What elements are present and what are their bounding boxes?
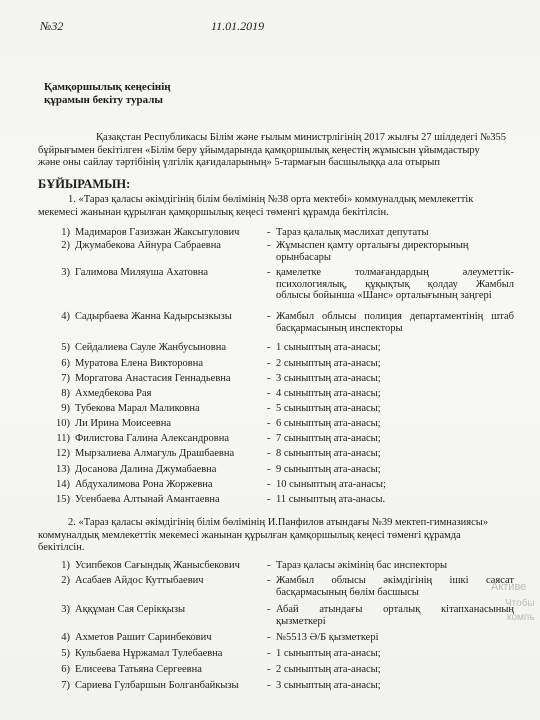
member-number: 9) [61, 403, 70, 414]
member-role-line: 1 сыныптың ата-анасы; [276, 648, 381, 659]
member-role [276, 479, 514, 491]
activation-watermark-line-3: компь [507, 612, 535, 623]
member-role-line: 3 сыныптың ата-анасы; [276, 373, 381, 384]
member-name: Садырбаева Жанна Кадырсызкызы [75, 311, 232, 322]
member-number: 4) [61, 632, 70, 643]
member-role-line: 3 сыныптың ата-анасы; [276, 680, 381, 691]
member-name: Филистова Галина Александровна [75, 433, 230, 444]
document-date: 11.01.2019 [211, 19, 265, 33]
member-number: 5) [61, 648, 70, 659]
member-name: Елисеева Татьяна Сергеевна [75, 664, 202, 675]
dash-separator: - [267, 342, 271, 353]
dash-separator: - [267, 494, 271, 505]
member-role-line: №5513 Ә/Б қызметкері [276, 632, 379, 643]
member-name: Асабаев Айдос Куттыбаевич [75, 575, 204, 586]
member-name: Галимова Миляуша Ахатовна [75, 267, 209, 278]
member-number: 12) [56, 448, 70, 459]
member-number: 6) [61, 358, 70, 369]
member-number: 3) [61, 604, 70, 615]
member-name: Аққұман Сая Серікқызы [75, 604, 186, 615]
section2-line: бекітілсін. [38, 542, 85, 553]
dash-separator: - [267, 464, 271, 475]
member-name: Усипбеков Сағындық Жанысбекович [75, 560, 240, 571]
member-number: 13) [56, 464, 70, 475]
dash-separator: - [267, 680, 271, 691]
member-role-line: Тараз қаласы әкімінің бас инспекторы [276, 560, 448, 571]
dash-separator: - [267, 403, 271, 414]
member-role [276, 240, 514, 263]
member-number: 2) [61, 240, 70, 251]
member-name: Ли Ирина Моисеевна [75, 418, 172, 429]
member-role-line: Жамбыл облысы әкімдігінің ішкі саясат [276, 575, 514, 586]
member-role [276, 342, 514, 354]
member-name: Муратова Елена Викторовна [75, 358, 204, 369]
member-role [276, 575, 514, 598]
member-number: 7) [61, 680, 70, 691]
section2-paragraph [38, 517, 508, 555]
member-name: Джумабекова Айнура Сабраевна [75, 240, 221, 251]
member-number: 15) [56, 494, 70, 505]
member-name: Ахмедбекова Рая [75, 388, 152, 399]
member-role [276, 494, 514, 506]
member-name: Досанова Далина Джумабаевна [75, 464, 217, 475]
order-word: БҰЙЫРАМЫН: [38, 177, 131, 191]
member-role [276, 267, 514, 302]
member-role-line: облысы бойынша «Шанс» орталығының заңгері [276, 290, 492, 301]
dash-separator: - [267, 632, 271, 643]
dash-separator: - [267, 358, 271, 369]
member-role-line: 4 сыныптың ата-анасы; [276, 388, 381, 399]
member-role [276, 448, 514, 460]
member-name: Тубекова Марал Маликовна [75, 403, 200, 414]
member-name: Мадимаров Газизжан Жаксыгулович [75, 227, 240, 238]
member-role [276, 464, 514, 476]
dash-separator: - [267, 604, 271, 615]
member-role-line: 9 сыныптың ата-анасы; [276, 464, 381, 475]
dash-separator: - [267, 648, 271, 659]
member-number: 11) [56, 433, 70, 444]
member-role-line: 2 сыныптың ата-анасы; [276, 358, 381, 369]
dash-separator: - [267, 575, 271, 586]
member-role [276, 632, 514, 644]
member-name: Сариева Гулбаршын Болганбайкызы [75, 680, 239, 691]
member-role-line: 8 сыныптың ата-анасы; [276, 448, 381, 459]
member-name: Мырзалиева Алмагуль Драшбаевна [75, 448, 235, 459]
member-number: 3) [61, 267, 70, 278]
member-role-line: 2 сыныптың ата-анасы; [276, 664, 381, 675]
title-line-1: Қамқоршылық кеңесінің [44, 81, 171, 93]
member-role [276, 604, 514, 627]
member-role-line: 10 сыныптың ата-анасы; [276, 479, 386, 490]
member-number: 14) [56, 479, 70, 490]
member-role [276, 358, 514, 370]
section1-line: мекемесі жанынан құрылған қамқоршылық кеңесі төменгі құрамда бекітілсін. [38, 206, 389, 218]
intro-paragraph [38, 132, 508, 170]
member-role-line: 11 сыныптың ата-анасы. [276, 494, 386, 505]
section1-line: 1. «Тараз қаласы әкімдігінің білім бөлімінің №38 орта мектебі» коммуналдық мемлекеттік [68, 194, 474, 205]
member-role-line: Жұмыспен қамту орталығы директорының [276, 240, 469, 251]
member-role [276, 680, 514, 692]
dash-separator: - [267, 479, 271, 490]
intro-line: Қазақстан Республикасы Білім және ғылым министрлігінің 2017 жылғы 27 шілдедегі №355 [96, 132, 507, 143]
section2-line: коммуналдық мемлекеттік мекемесі жанынан құрылған қамқоршылық кеңесі төменгі құрамда [38, 529, 461, 541]
dash-separator: - [267, 560, 271, 571]
section2-line: 2. «Тараз қаласы әкімдігінің білім бөлімінің И.Панфилов атындағы №39 мектеп-гимназиясы» [68, 517, 489, 528]
dash-separator: - [267, 418, 271, 429]
intro-line: және оны сайлау тәртібінің үлгілік қағидаларының» 5-тармағын басшылыққа ала отырып [38, 157, 440, 168]
dash-separator: - [267, 311, 271, 322]
member-role-line: 6 сыныптың ата-анасы; [276, 418, 381, 429]
member-role-line: басқармасының бөлім басшысы [276, 586, 419, 598]
title-line-2: құрамын бекіту туралы [44, 94, 163, 106]
member-number: 1) [61, 560, 70, 571]
member-role-line: 1 сыныптың ата-анасы; [276, 342, 381, 353]
member-role [276, 664, 514, 676]
member-name: Сейдалиева Сауле Жанбусыновна [75, 342, 227, 353]
member-role-line: қамелетке толмағандардың әлеуметтік- [276, 267, 514, 278]
member-number: 10) [56, 418, 70, 429]
member-role [276, 648, 514, 660]
member-name: Ахметов Рашит Саринбекович [75, 632, 212, 643]
activation-watermark-line-1: Активе [491, 581, 527, 593]
member-name: Усенбаева Алтынай Амантаевна [75, 494, 220, 505]
member-number: 4) [61, 311, 70, 322]
member-name: Абдухалимова Рона Жоржевна [75, 479, 213, 490]
member-role-line: басқармасының инспекторы [276, 322, 403, 334]
member-role-line: Жамбыл облысы полиция департаментінің штаб [276, 311, 514, 322]
member-role-line: 7 сыныптың ата-анасы; [276, 433, 381, 444]
member-role-line: қызметкері [276, 615, 326, 627]
member-number: 1) [61, 227, 70, 238]
member-number: 6) [61, 664, 70, 675]
member-role-line: психологиялық, құқықтық қолдау Жамбыл [276, 278, 514, 290]
activation-watermark-line-2: Чтобы [505, 598, 535, 609]
member-role [276, 388, 514, 400]
member-number: 8) [61, 388, 70, 399]
member-name: Кульбаева Нұржамал Тулебаевна [75, 648, 223, 659]
section1-paragraph [38, 194, 508, 219]
member-number: 2) [61, 575, 70, 586]
member-number: 7) [61, 373, 70, 384]
dash-separator: - [267, 388, 271, 399]
dash-separator: - [267, 373, 271, 384]
dash-separator: - [267, 664, 271, 675]
document-number: №32 [40, 19, 64, 33]
member-role-line: орынбасары [276, 251, 331, 263]
member-role [276, 560, 514, 572]
member-role [276, 373, 514, 385]
member-role [276, 418, 514, 430]
member-role-line: Абай атындағы орталық кітапханасының [276, 604, 514, 615]
intro-line: бұйрығымен бекітілген «Білім беру ұйымдарында қамқоршылық кеңестің жұмысын ұйымдастыру [38, 144, 480, 156]
member-name: Моргатова Анастасия Геннадьевна [75, 373, 231, 384]
member-role [276, 227, 514, 239]
dash-separator: - [267, 433, 271, 444]
member-number: 5) [61, 342, 70, 353]
dash-separator: - [267, 448, 271, 459]
member-role [276, 311, 514, 334]
dash-separator: - [267, 240, 271, 251]
dash-separator: - [267, 227, 271, 238]
member-role-line: 5 сыныптың ата-анасы; [276, 403, 381, 414]
member-role [276, 403, 514, 415]
member-role-line: Тараз қалалық мәслихат депутаты [276, 227, 429, 238]
member-role [276, 433, 514, 445]
dash-separator: - [267, 267, 271, 278]
